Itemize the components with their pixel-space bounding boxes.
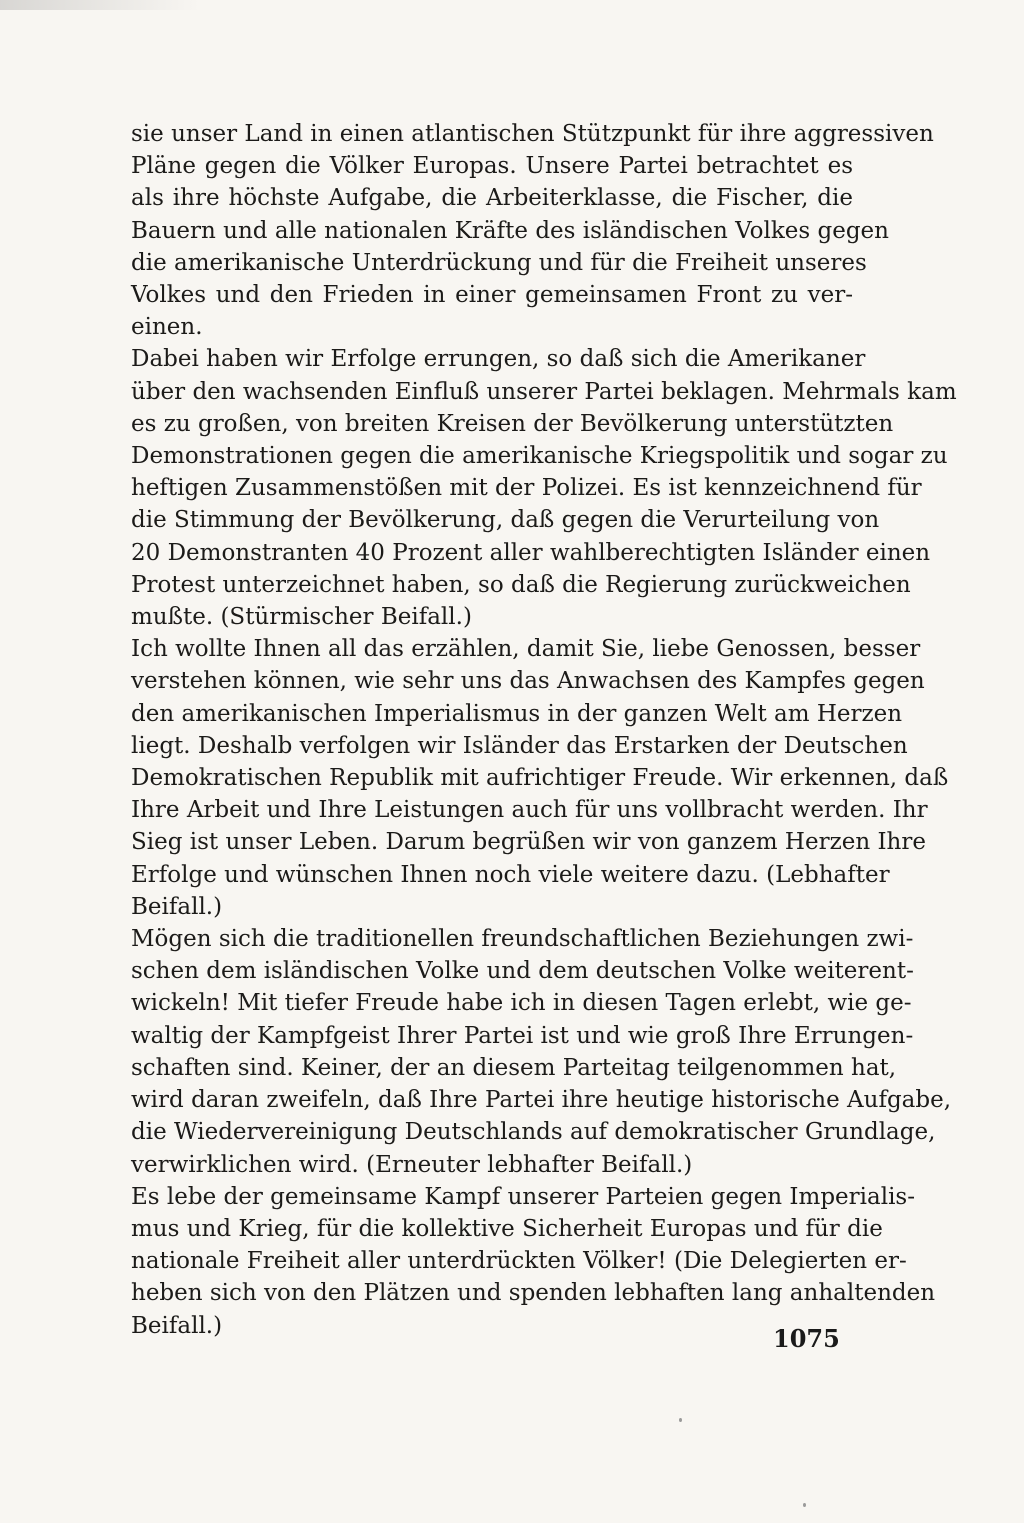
text-line: Sieg ist unser Leben. Darum begrüßen wir von ganzem Herzen Ihre: [131, 829, 926, 856]
text-line: liegt. Deshalb verfolgen wir Isländer das Erstarken der Deutschen: [131, 732, 908, 759]
text-line: heftigen Zusammenstößen mit der Polizei. Es ist kennzeichnend für: [131, 475, 922, 502]
text-line: Demonstrationen gegen die amerikanische Kriegspolitik und sogar zu: [131, 443, 948, 470]
scan-speck: [803, 1503, 806, 1507]
text-line: Beifall.): [131, 1312, 223, 1339]
text-line: die Stimmung der Bevölkerung, daß gegen die Verurteilung von: [131, 507, 880, 534]
paragraph-5: [131, 1181, 936, 1342]
text-line: die Wiedervereinigung Deutschlands auf demokratischer Grundlage,: [131, 1119, 936, 1146]
paragraph-2: [131, 343, 957, 633]
text-line: Demokratischen Republik mit aufrichtiger Freude. Wir erkennen, daß: [131, 765, 949, 792]
text-line: Erfolge und wünschen Ihnen noch viele weitere dazu. (Lebhafter: [131, 861, 890, 888]
text-line: Ihre Arbeit und Ihre Leistungen auch für uns vollbracht werden. Ihr: [131, 797, 928, 824]
text-line: Ich wollte Ihnen all das erzählen, damit Sie, liebe Genossen, besser: [131, 636, 921, 663]
text-line: Beifall.): [131, 893, 223, 920]
text-line: als ihre höchste Aufgabe, die Arbeiterklasse, die Fischer, die: [131, 185, 853, 212]
text-line: mus und Krieg, für die kollektive Sicherheit Europas und für die: [131, 1215, 883, 1242]
text-line: Mögen sich die traditionellen freundschaftlichen Beziehungen zwi-: [131, 926, 914, 953]
text-line: über den wachsenden Einfluß unserer Partei beklagen. Mehrmals kam: [131, 378, 957, 405]
text-line: waltig der Kampfgeist Ihrer Partei ist und wie groß Ihre Errungen-: [131, 1022, 914, 1049]
text-line: mußte. (Stürmischer Beifall.): [131, 604, 472, 631]
text-line: Dabei haben wir Erfolge errungen, so daß sich die Amerikaner: [131, 346, 866, 373]
scan-speck: [679, 1418, 682, 1422]
text-line: Protest unterzeichnet haben, so daß die Regierung zurückweichen: [131, 571, 911, 598]
text-line: schaften sind. Keiner, der an diesem Parteitag teilgenommen hat,: [131, 1054, 897, 1081]
text-line: Bauern und alle nationalen Kräfte des isländischen Volkes gegen: [131, 217, 889, 244]
page-number: 1075: [773, 1324, 840, 1353]
text-line: Es lebe der gemeinsame Kampf unserer Parteien gegen Imperialis-: [131, 1183, 915, 1210]
text-line: wickeln! Mit tiefer Freude habe ich in diesen Tagen erlebt, wie ge-: [131, 990, 912, 1017]
text-line: es zu großen, von breiten Kreisen der Bevölkerung unterstützten: [131, 410, 894, 437]
paragraph-3: [131, 633, 949, 923]
paragraph-1: [131, 118, 934, 343]
scan-edge-mark: [0, 0, 200, 10]
text-line: die amerikanische Unterdrückung und für die Freiheit unseres: [131, 249, 867, 276]
text-line: Pläne gegen die Völker Europas. Unsere Partei betrachtet es: [131, 153, 853, 180]
text-line: 20 Demonstranten 40 Prozent aller wahlberechtigten Isländer einen: [131, 539, 931, 566]
text-line: verwirklichen wird. (Erneuter lebhafter Beifall.): [131, 1151, 693, 1178]
text-line: Volkes und den Frieden in einer gemeinsamen Front zu ver-: [131, 282, 853, 309]
text-line: heben sich von den Plätzen und spenden lebhaften lang anhaltenden: [131, 1280, 936, 1307]
text-line: schen dem isländischen Volke und dem deutschen Volke weiterent-: [131, 958, 914, 985]
text-line: wird daran zweifeln, daß Ihre Partei ihre heutige historische Aufgabe,: [131, 1087, 952, 1114]
text-line: nationale Freiheit aller unterdrückten Völker! (Die Delegierten er-: [131, 1248, 907, 1275]
paragraph-4: [131, 923, 952, 1181]
text-line: den amerikanischen Imperialismus in der ganzen Welt am Herzen: [131, 700, 903, 727]
text-line: sie unser Land in einen atlantischen Stützpunkt für ihre aggressiven: [131, 121, 934, 147]
text-line: verstehen können, wie sehr uns das Anwachsen des Kampfes gegen: [131, 668, 925, 695]
body-text: [131, 118, 957, 1342]
text-line: einen.: [131, 314, 203, 341]
